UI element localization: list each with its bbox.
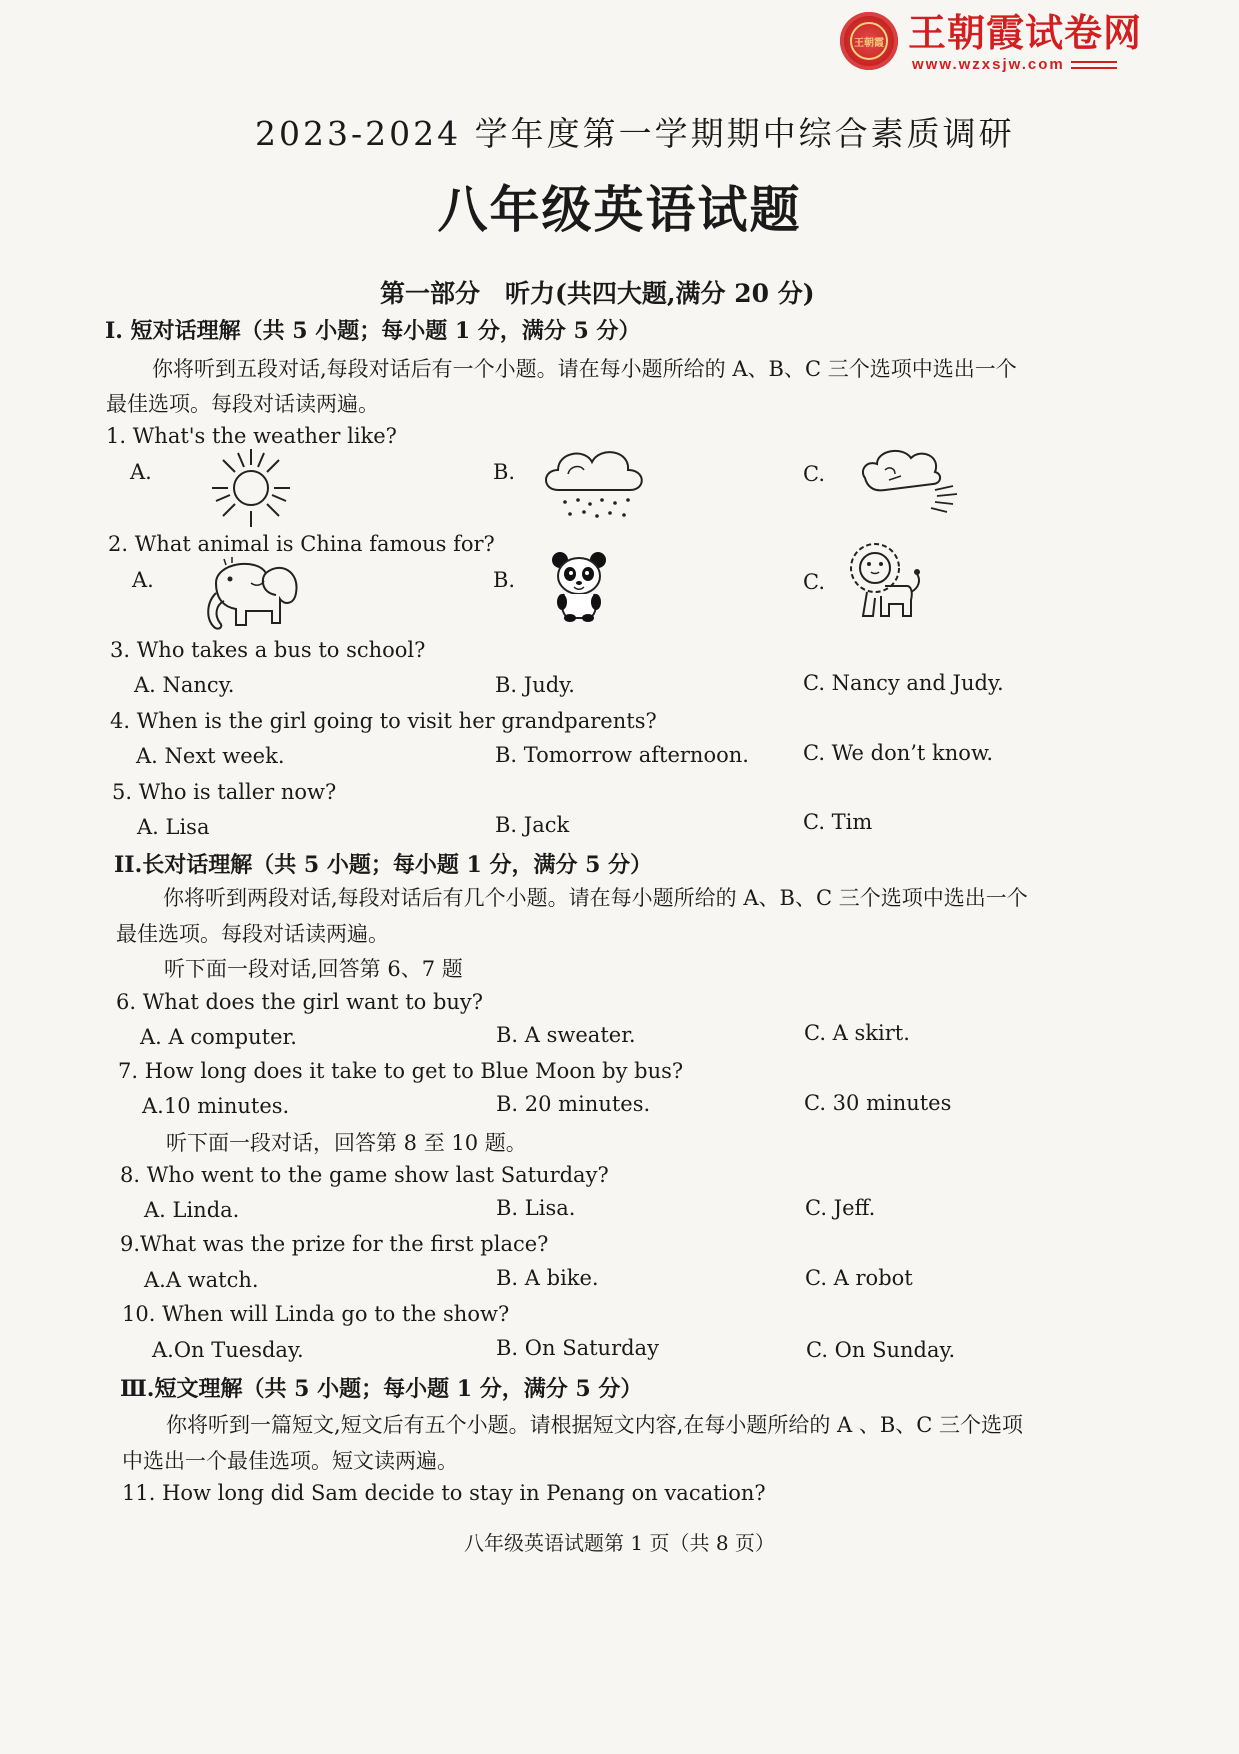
q4-option-b: B. Tomorrow afternoon. [495, 743, 749, 767]
seal-icon: 王朝霞 [840, 12, 898, 70]
windy-icon [855, 440, 965, 515]
q8-option-c: C. Jeff. [805, 1196, 876, 1220]
exam-title-line2: 八年级英语试题 [437, 180, 802, 239]
question-8: 8. Who went to the game show last Saturday? [120, 1163, 609, 1187]
q1-option-b: B. [493, 460, 516, 484]
q3-option-c: C. Nancy and Judy. [803, 671, 1004, 695]
question-7: 7. How long does it take to get to Blue Moon by bus? [118, 1059, 684, 1083]
exam-title-line1: 2023-2024 学年度第一学期期中综合素质调研 [255, 114, 1015, 153]
question-5: 5. Who is taller now? [112, 780, 337, 804]
part2-heading: II.长对话理解（共 5 小题；每小题 1 分，满分 5 分） [114, 852, 653, 878]
q3-option-b: B. Judy. [495, 673, 575, 697]
q5-option-c: C. Tim [803, 810, 873, 834]
q9-option-a: A.A watch. [144, 1268, 259, 1292]
q7-option-b: B. 20 minutes. [496, 1092, 651, 1116]
q1-option-c: C. [803, 462, 825, 486]
q3-option-a: A. Nancy. [134, 673, 235, 697]
q7-option-a: A.10 minutes. [142, 1094, 290, 1118]
q4-option-a: A. Next week. [136, 744, 285, 768]
q4-option-c: C. We don’t know. [803, 741, 994, 765]
part1-instruction-line1: 你将听到五段对话,每段对话后有一个小题。请在每小题所给的 A、B、C 三个选项中选出一个 [152, 357, 1017, 381]
rainy-cloud-icon [540, 440, 650, 525]
q5-option-b: B. Jack [495, 813, 570, 837]
question-9: 9.What was the prize for the first place? [120, 1232, 549, 1256]
q6-option-b: B. A sweater. [496, 1023, 636, 1047]
q2-option-a: A. [132, 568, 154, 592]
part1-heading: I. 短对话理解（共 5 小题；每小题 1 分，满分 5 分） [105, 318, 641, 344]
part1-instruction-line2: 最佳选项。每段对话读两遍。 [106, 392, 379, 416]
question-1: 1. What's the weather like? [106, 424, 397, 448]
q10-option-a: A.On Tuesday. [152, 1338, 304, 1362]
question-6: 6. What does the girl want to buy? [116, 990, 484, 1014]
q6-option-c: C. A skirt. [804, 1021, 910, 1045]
part3-heading: Ⅲ.短文理解（共 5 小题；每小题 1 分，满分 5 分） [120, 1376, 643, 1402]
part2-instruction-line1: 你将听到两段对话,每段对话后有几个小题。请在每小题所给的 A、B、C 三个选项中选出一个 [163, 886, 1028, 910]
q8-option-a: A. Linda. [144, 1198, 240, 1222]
section-title: 第一部分 听力(共四大题,满分 20 分) [380, 279, 815, 308]
question-10: 10. When will Linda go to the show? [122, 1302, 510, 1326]
panda-icon [548, 548, 610, 622]
sunny-icon [208, 445, 294, 531]
q10-option-c: C. On Sunday. [806, 1338, 956, 1362]
question-4: 4. When is the girl going to visit her grandparents? [110, 709, 657, 733]
question-2: 2. What animal is China famous for? [108, 532, 495, 556]
watermark-brand: 王朝霞试卷网 [908, 13, 1143, 55]
q2-option-c: C. [803, 570, 825, 594]
elephant-icon [196, 553, 306, 638]
q6-option-a: A. A computer. [140, 1025, 297, 1049]
watermark-logo [840, 12, 1160, 74]
part3-instruction-line2: 中选出一个最佳选项。短文读两遍。 [122, 1449, 458, 1473]
part2-instruction-line2: 最佳选项。每段对话读两遍。 [116, 922, 389, 946]
lion-icon [845, 540, 925, 622]
watermark-url: www.wzxsjw.com [912, 56, 1117, 73]
part2-sub-instruction-2: 听下面一段对话，回答第 8 至 10 题。 [166, 1131, 527, 1155]
part3-instruction-line1: 你将听到一篇短文,短文后有五个小题。请根据短文内容,在每小题所给的 A 、B、C 三个选项 [166, 1413, 1024, 1437]
q9-option-b: B. A bike. [496, 1266, 599, 1290]
q2-option-b: B. [493, 568, 516, 592]
q10-option-b: B. On Saturday [496, 1336, 659, 1360]
q9-option-c: C. A robot [805, 1266, 913, 1290]
question-3: 3. Who takes a bus to school? [110, 638, 426, 662]
q8-option-b: B. Lisa. [496, 1196, 576, 1220]
part2-sub-instruction-1: 听下面一段对话,回答第 6、7 题 [164, 957, 463, 981]
page-footer: 八年级英语试题第 1 页（共 8 页） [464, 1531, 775, 1555]
q7-option-c: C. 30 minutes [804, 1091, 952, 1115]
q5-option-a: A. Lisa [137, 815, 210, 839]
question-11: 11. How long did Sam decide to stay in Penang on vacation? [122, 1481, 766, 1505]
q1-option-a: A. [130, 460, 152, 484]
